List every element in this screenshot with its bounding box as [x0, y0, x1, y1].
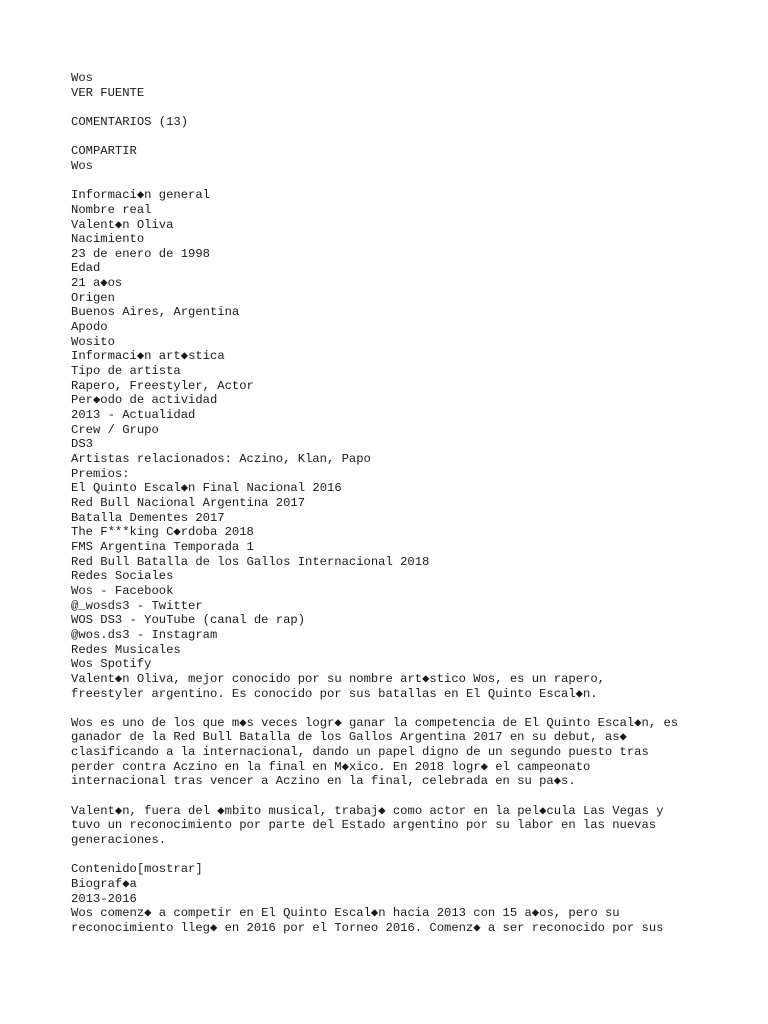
spacer	[71, 100, 751, 115]
value-periodo: 2013 - Actualidad	[71, 408, 196, 423]
subsection-years: 2013-2016	[71, 891, 137, 906]
youtube-link[interactable]: WOS DS3 - YouTube (canal de rap)	[71, 613, 306, 628]
spacer	[71, 130, 751, 145]
instagram-link[interactable]: @wos.ds3 - Instagram	[71, 627, 218, 642]
value-nombre: Valent◆n Oliva	[71, 217, 174, 232]
share-link[interactable]: COMPARTIR	[71, 144, 137, 159]
label-origen: Origen	[71, 290, 115, 305]
section-heading-general: Informaci◆n general	[71, 188, 210, 203]
page-subtitle: Wos	[71, 158, 93, 173]
label-tipo: Tipo de artista	[71, 364, 181, 379]
label-periodo: Per◆odo de actividad	[71, 393, 218, 408]
ver-fuente-link[interactable]: VER FUENTE	[71, 85, 145, 100]
related-artists: Artistas relacionados: Aczino, Klan, Papo	[71, 452, 371, 467]
award-item: Red Bull Batalla de los Gallos Internacional 2018	[71, 554, 430, 569]
label-redes-musicales: Redes Musicales	[71, 642, 181, 657]
value-crew: DS3	[71, 437, 93, 452]
award-item: FMS Argentina Temporada 1	[71, 539, 254, 554]
spotify-link[interactable]: Wos Spotify	[71, 657, 152, 672]
paragraph-line: tuvo un reconocimiento por parte del Estado argentino por su labor en las nuevas	[71, 818, 657, 833]
label-redes-sociales: Redes Sociales	[71, 569, 174, 584]
label-premios: Premios:	[71, 466, 130, 481]
label-edad: Edad	[71, 261, 101, 276]
paragraph-line: internacional tras vencer a Aczino en la final, celebrada en su pa◆s.	[71, 774, 576, 789]
spacer	[71, 789, 751, 804]
page-title: Wos	[71, 71, 93, 85]
award-item: El Quinto Escal◆n Final Nacional 2016	[71, 481, 342, 496]
paragraph-line: Wos es uno de los que m◆s veces logr◆ ganar la competencia de El Quinto Escal◆n, es	[71, 715, 679, 730]
paragraph-line: freestyler argentino. Es conocido por sus batallas en El Quinto Escal◆n.	[71, 686, 598, 701]
document-page	[71, 71, 751, 936]
paragraph-line: clasificando a la internacional, dando un papel digno de un segundo puesto tras	[71, 745, 649, 760]
spacer	[71, 701, 751, 716]
value-edad: 21 a◆os	[71, 276, 123, 291]
section-heading-artistica: Informaci◆n art◆stica	[71, 349, 225, 364]
label-nombre: Nombre real	[71, 202, 152, 217]
label-crew: Crew / Grupo	[71, 422, 159, 437]
paragraph-line: generaciones.	[71, 833, 167, 848]
facebook-link[interactable]: Wos - Facebook	[71, 583, 174, 598]
table-of-contents-toggle[interactable]: Contenido[mostrar]	[71, 862, 203, 877]
paragraph-line: ganador de la Red Bull Batalla de los Gallos Argentina 2017 en su debut, as◆	[71, 730, 627, 745]
spacer	[71, 174, 751, 189]
section-heading-biografia: Biograf◆a	[71, 877, 137, 891]
value-origen: Buenos Aires, Argentina	[71, 305, 240, 320]
label-apodo: Apodo	[71, 320, 108, 335]
paragraph-line: Valent◆n Oliva, mejor conocido por su nombre art◆stico Wos, es un rapero,	[71, 671, 605, 686]
label-nacimiento: Nacimiento	[71, 232, 145, 247]
spacer	[71, 848, 751, 863]
paragraph-line: Valent◆n, fuera del ◆mbito musical, trabaj◆ como actor en la pel◆cula Las Vegas y	[71, 803, 664, 818]
value-nacimiento: 23 de enero de 1998	[71, 246, 210, 261]
award-item: Batalla Dementes 2017	[71, 510, 225, 525]
comments-link[interactable]: COMENTARIOS (13)	[71, 114, 189, 129]
paragraph-line: Wos comenz◆ a competir en El Quinto Escal◆n hacia 2013 con 15 a◆os, pero su	[71, 906, 620, 921]
value-apodo: Wosito	[71, 334, 115, 349]
award-item: Red Bull Nacional Argentina 2017	[71, 495, 306, 510]
award-item: The F***king C◆rdoba 2018	[71, 525, 254, 540]
value-tipo: Rapero, Freestyler, Actor	[71, 378, 254, 393]
paragraph-line: reconocimiento lleg◆ en 2016 por el Torneo 2016. Comenz◆ a ser reconocido por sus	[71, 920, 664, 935]
paragraph-line: perder contra Aczino en la final en M◆xico. En 2018 logr◆ el campeonato	[71, 759, 591, 774]
twitter-link[interactable]: @_wosds3 - Twitter	[71, 598, 203, 613]
